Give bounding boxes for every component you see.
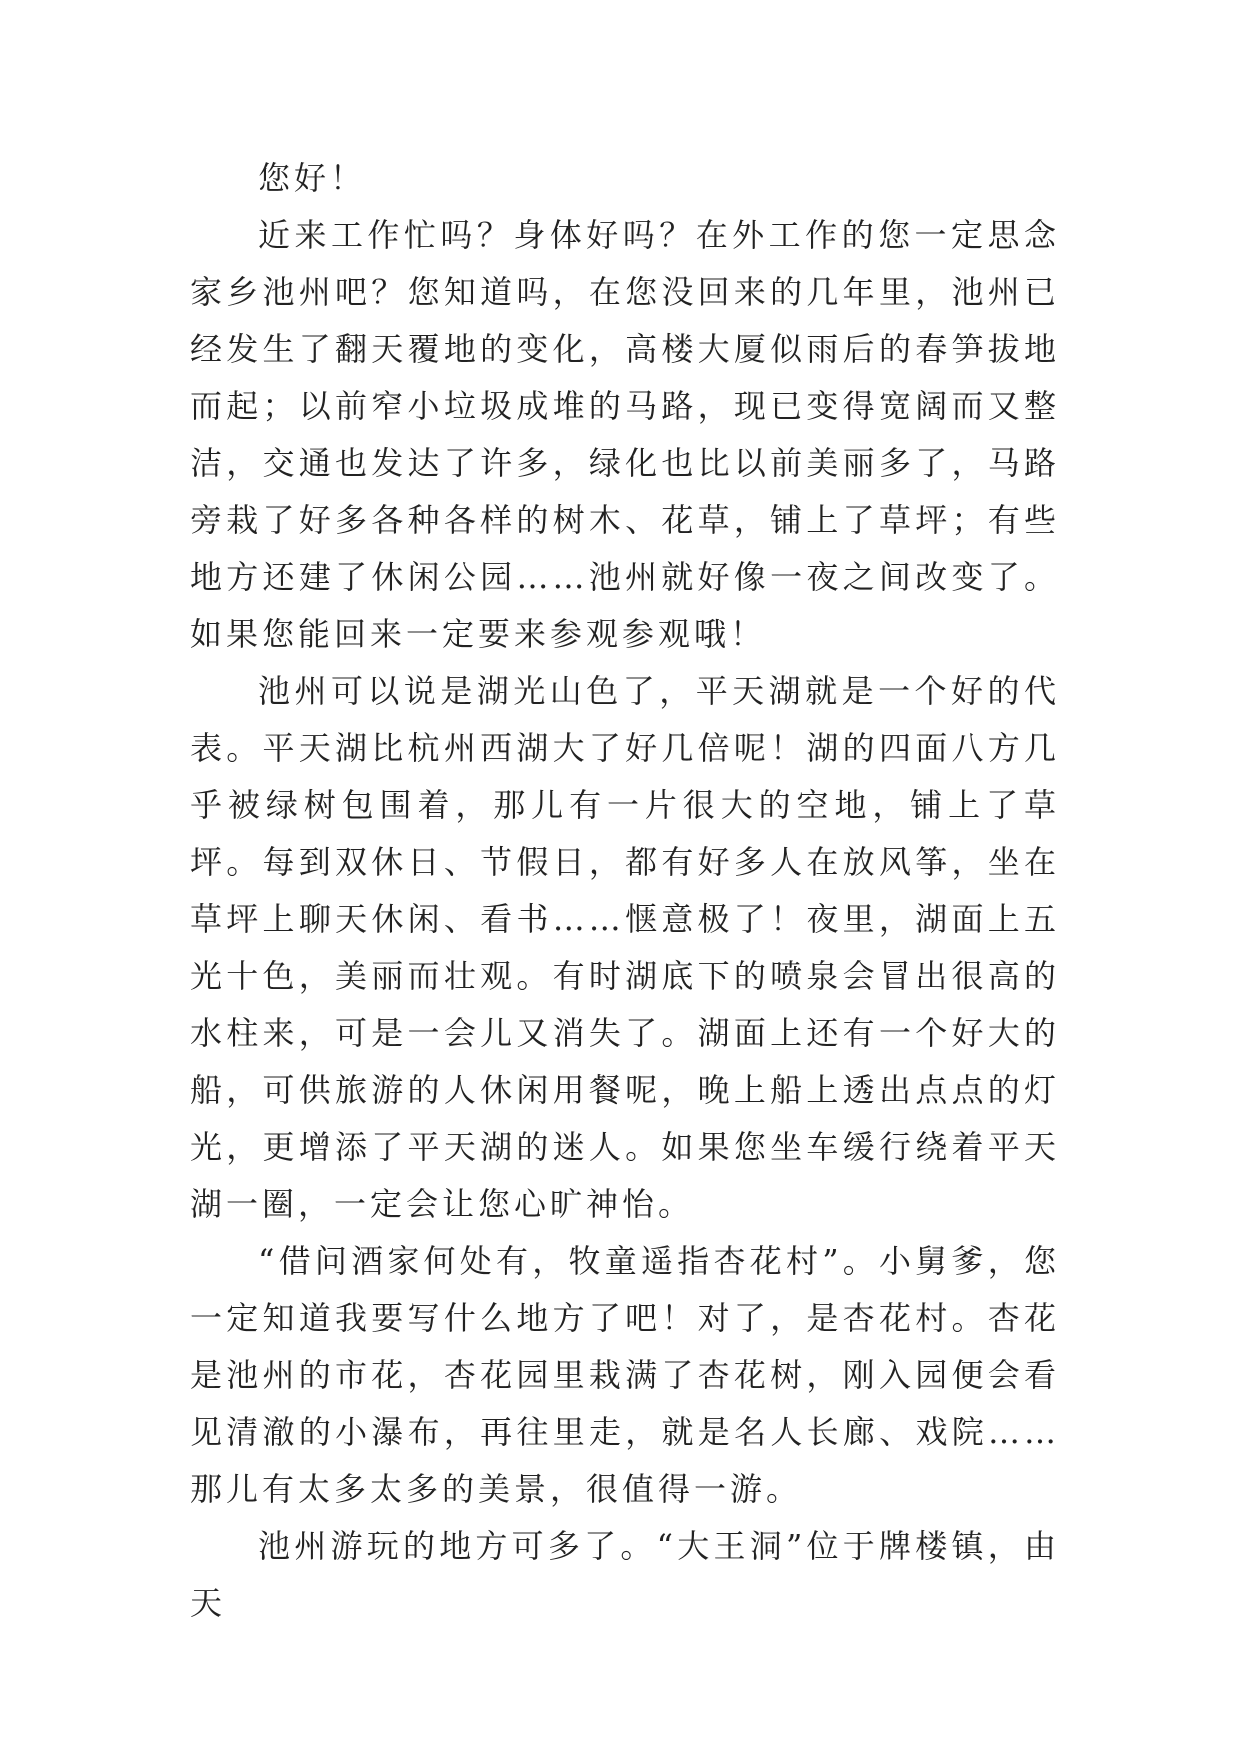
paragraph-pingtian-lake: 池州可以说是湖光山色了，平天湖就是一个好的代表。平天湖比杭州西湖大了好几倍呢！湖的四面八方几乎被绿树包围着，那儿有一片很大的空地，铺上了草坪。每到双休日、节假日，都有好多人在放风筝，坐在草坪上聊天休闲、看书……惬意极了！夜里，湖面上五光十色，美丽而壮观。有时湖底下的喷泉会冒出很高的水柱来，可是一会儿又消失了。湖面上还有一个好大的船，可供旅游的人休闲用餐呢，晚上船上透出点点的灯光，更增添了平天湖的迷人。如果您坐车缓行绕着平天湖一圈，一定会让您心旷神怡。 xyxy=(190,672,1060,1223)
paragraph-xinghua-village: “借问酒家何处有，牧童遥指杏花村”。小舅爹，您一定知道我要写什么地方了吧！对了，是杏花村。杏花是池州的市花，杏花园里栽满了杏花树，刚入园便会看见清澈的小瀑布，再往里走，就是名人长廊、戏院……那儿有太多太多的美景，很值得一游。 xyxy=(190,1242,1060,1508)
letter-body xyxy=(190,150,1060,1632)
paragraph-greeting: 您好！ xyxy=(258,159,367,197)
paragraph-dawang-cave: 池州游玩的地方可多了。“大王洞”位于牌楼镇，由天 xyxy=(190,1527,1060,1622)
paragraph-city-changes: 近来工作忙吗？身体好吗？在外工作的您一定思念家乡池州吧？您知道吗，在您没回来的几年里，池州已经发生了翻天覆地的变化，高楼大厦似雨后的春笋拔地而起；以前窄小垃圾成堆的马路，现已变得宽阔而又整洁，交通也发达了许多，绿化也比以前美丽多了，马路旁栽了好多各种各样的树木、花草，铺上了草坪；有些地方还建了休闲公园……池州就好像一夜之间改变了。如果您能回来一定要来参观参观哦！ xyxy=(190,216,1060,653)
